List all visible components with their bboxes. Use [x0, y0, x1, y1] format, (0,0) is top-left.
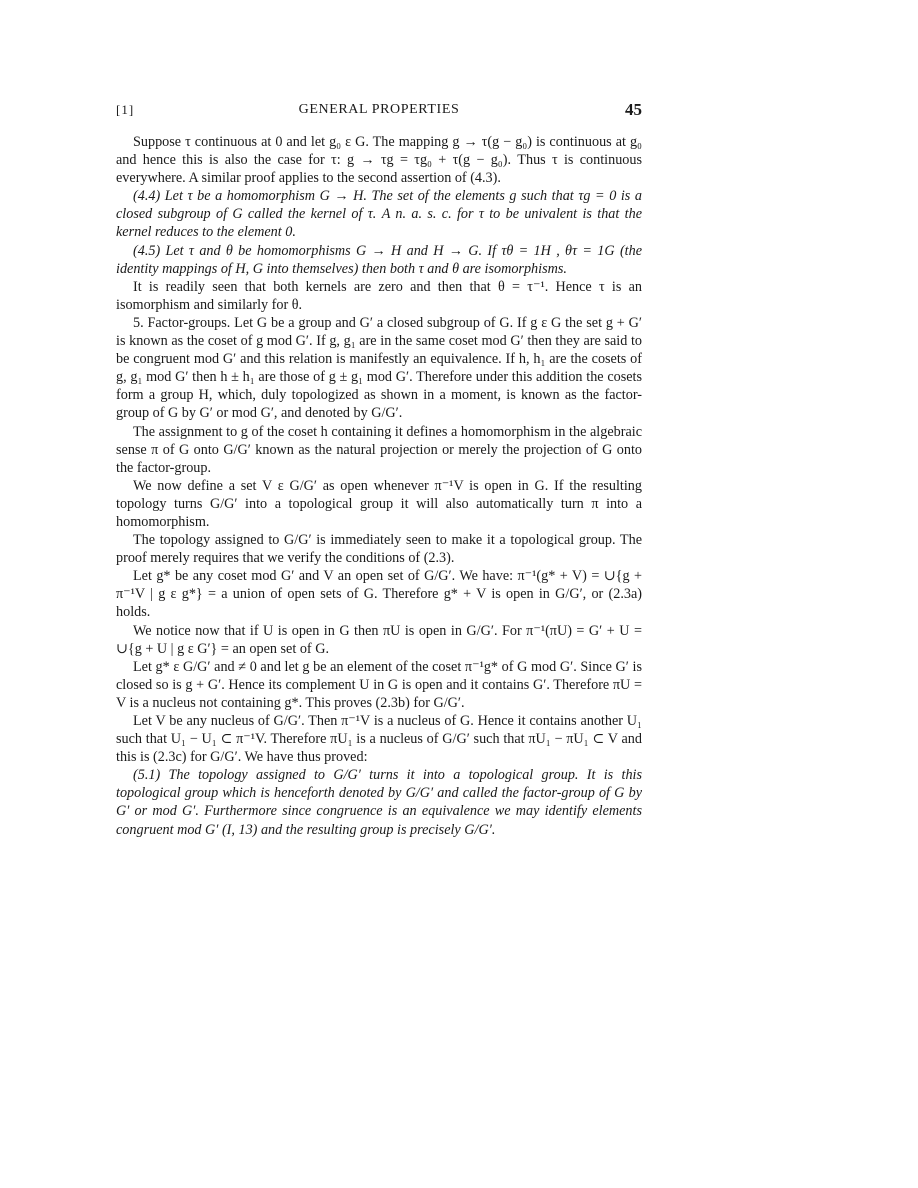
- statement-4-4: (4.4) Let τ be a homomorphism G → H. The set of the elements g such that τg = 0 is a closed subgroup of G called the kernel of τ. A n. a. s. c. for τ to be univalent is that the kernel reduces to the element 0.: [116, 188, 642, 241]
- paragraph-1: Suppose τ continuous at 0 and let g₀ ε G. The mapping g → τ(g − g₀) is continuous at g₀ and hence this is also the case for τ: g → τg = τg₀ + τ(g − g₀). Thus τ is continuous everywhere. A similar proof applies to the second assertion of (4.3).: [116, 134, 642, 187]
- statement-5-1: (5.1) The topology assigned to G/G′ turns it into a topological group. It is this topological group which is henceforth denoted by G/G′ and called the factor-group of G by G′ or mod G′. Furthermore since congruence is an equivalence we may identify elements congruent mod G′ (I, 13) and the resulting group is precisely G/G′.: [116, 767, 642, 838]
- paragraph-open-sets: We now define a set V ε G/G′ as open whenever π⁻¹V is open in G. If the resulting topology turns G/G′ into a topological group it will also automatically turn π into a homomorphism.: [116, 477, 642, 530]
- running-header: [116, 100, 642, 122]
- statement-4-5: (4.5) Let τ and θ be homomorphisms G → H and H → G. If τθ = 1H , θτ = 1G (the identity mappings of H, G into themselves) then both τ and θ are isomorphisms.: [116, 242, 642, 277]
- paragraph-condition-2-3a: Let g* be any coset mod G′ and V an open set of G/G′. We have: π⁻¹(g* + V) = ∪{g + π⁻¹V | g ε g*} = a union of open sets of G. Therefore g* + V is open in G/G′, or (2.3a) holds.: [116, 568, 642, 621]
- body-text: [116, 133, 642, 839]
- paragraph-topology: The topology assigned to G/G′ is immediately seen to make it a topological group. The proof merely requires that we verify the conditions of (2.3).: [116, 532, 642, 567]
- paragraph-proof-4-5: It is readily seen that both kernels are zero and then that θ = τ⁻¹. Hence τ is an isomorphism and similarly for θ.: [116, 278, 642, 313]
- page-number: 45: [625, 100, 642, 119]
- paragraph-open-image: We notice now that if U is open in G then πU is open in G/G′. For π⁻¹(πU) = G′ + U = ∪{g + U | g ε G′} = an open set of G.: [116, 622, 642, 657]
- section-5-factor-groups: 5. Factor-groups. Let G be a group and G′ a closed subgroup of G. If g ε G the set g + G′ is known as the coset of g mod G′. If g, g₁ are in the same coset mod G′ then they are said to be congruent mod G′ and this relation is manifestly an equivalence. If h, h₁ are the cosets of g, g₁ mod G′ then h ± h₁ are those of g ± g₁ mod G′. Therefore under this addition the cosets form a group H, which, duly topologized as shown in a moment, is known as the factor-group of G by G′ or mod G′, and denoted by G/G′.: [116, 314, 642, 422]
- paragraph-condition-2-3c: Let V be any nucleus of G/G′. Then π⁻¹V is a nucleus of G. Hence it contains another U₁ such that U₁ − U₁ ⊂ π⁻¹V. Therefore πU₁ is a nucleus of G/G′ such that πU₁ − πU₁ ⊂ V and this is (2.3c) for G/G′. We have thus proved:: [116, 713, 642, 766]
- section-marker: [1]: [116, 102, 135, 117]
- paragraph-condition-2-3b: Let g* ε G/G′ and ≠ 0 and let g be an element of the coset π⁻¹g* of G mod G′. Since G′ is closed so is g + G′. Hence its complement U in G is open and it contains G′. Therefore πU = V is a nucleus not containing g*. This proves (2.3b) for G/G′.: [116, 658, 642, 711]
- paragraph-projection: The assignment to g of the coset h containing it defines a homomorphism in the algebraic sense π of G onto G/G′ known as the natural projection or merely the projection of G onto the factor-group.: [116, 423, 642, 476]
- running-title: GENERAL PROPERTIES: [298, 102, 460, 117]
